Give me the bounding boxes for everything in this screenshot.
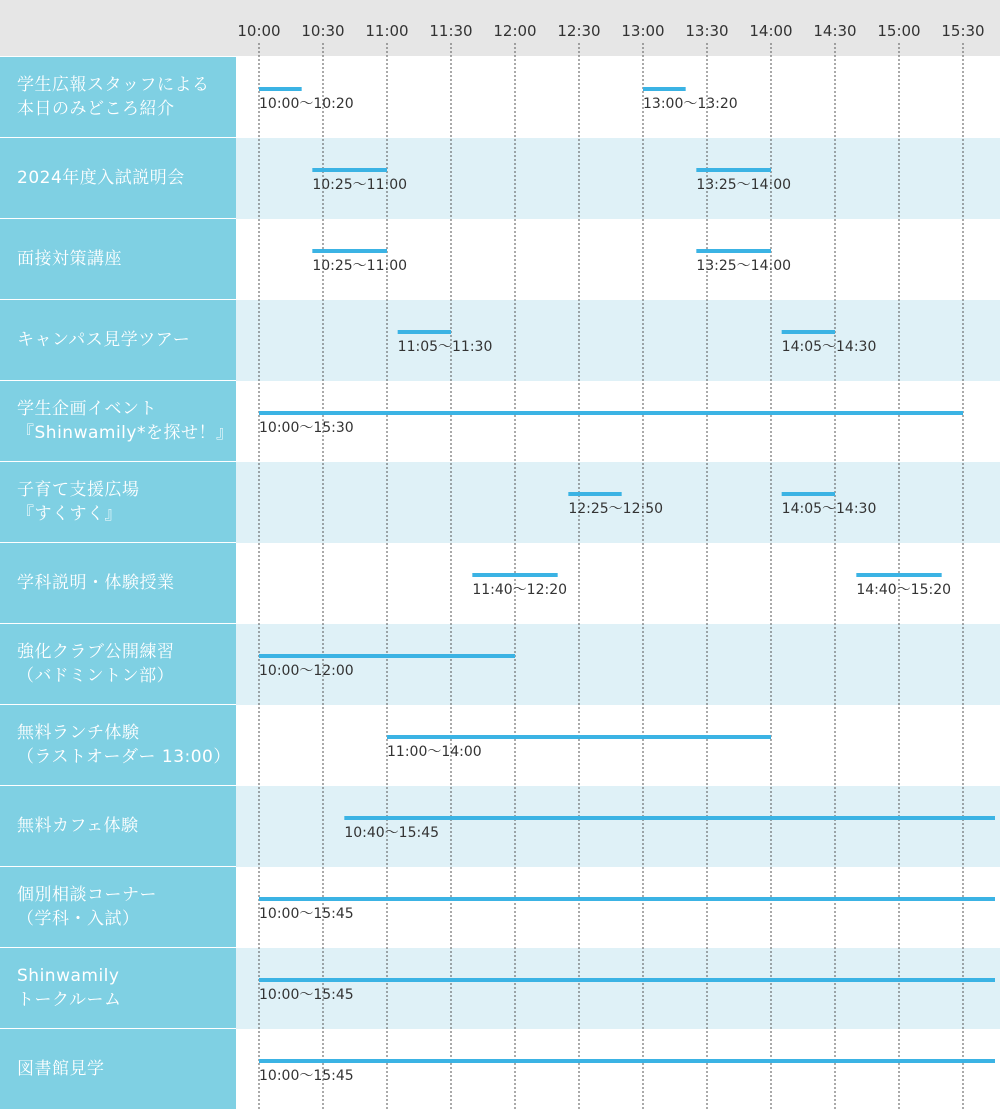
session-time-label: 11:05〜11:30 — [397, 339, 493, 355]
session-time-label: 12:25〜12:50 — [568, 501, 664, 517]
session-bar — [259, 654, 515, 658]
session-bar — [696, 168, 771, 172]
row-label: 学生広報スタッフによる 本日のみどころ紹介 — [17, 75, 210, 119]
x-tick-label: 15:00 — [877, 22, 921, 40]
session-bar — [398, 330, 451, 334]
row-label: 図書館見学 — [17, 1059, 105, 1079]
row-label: 個別相談コーナー （学科・入試） — [17, 885, 157, 929]
session-bar — [312, 249, 387, 253]
row-label: 面接対策講座 — [17, 249, 122, 269]
session-bar — [696, 249, 771, 253]
x-tick-label: 15:30 — [941, 22, 985, 40]
session-bar — [472, 573, 557, 577]
session-time-label: 14:40〜15:20 — [856, 582, 952, 598]
x-tick-label: 11:30 — [429, 22, 473, 40]
session-bar — [312, 168, 387, 172]
x-tick-label: 10:00 — [237, 22, 281, 40]
session-bar — [782, 492, 835, 496]
session-bar — [259, 1059, 995, 1063]
session-bar — [259, 87, 302, 91]
session-bar — [259, 411, 963, 415]
row-label: キャンパス見学ツアー — [17, 330, 191, 350]
session-time-label: 10:00〜15:45 — [259, 906, 354, 922]
x-tick-label: 11:00 — [365, 22, 409, 40]
session-time-label: 10:00〜15:45 — [259, 1068, 354, 1084]
row-label: 子育て支援広場 『すくすく』 — [17, 480, 140, 524]
x-tick-label: 13:00 — [621, 22, 665, 40]
session-time-label: 10:00〜15:30 — [259, 420, 354, 436]
x-tick-label: 13:30 — [685, 22, 729, 40]
session-bar — [643, 87, 686, 91]
x-tick-label: 12:30 — [557, 22, 601, 40]
session-bar — [387, 735, 771, 739]
session-time-label: 10:00〜12:00 — [259, 663, 354, 679]
session-time-label: 10:00〜15:45 — [259, 987, 354, 1003]
row-label: 2024年度入試説明会 — [17, 168, 185, 188]
session-bar — [782, 330, 835, 334]
session-time-label: 13:00〜13:20 — [643, 96, 738, 112]
row-label: 無料カフェ体験 — [17, 816, 139, 836]
session-bar — [259, 897, 995, 901]
session-time-label: 13:25〜14:00 — [696, 177, 792, 193]
row-label: 学科説明・体験授業 — [17, 573, 175, 593]
session-bar — [856, 573, 941, 577]
row-label: Shinwamily トークルーム — [17, 966, 122, 1010]
row-label: 学生企画イベント 『Shinwamily*を探せ！』 — [17, 399, 234, 443]
session-time-label: 13:25〜14:00 — [696, 258, 792, 274]
session-time-label: 14:05〜14:30 — [781, 501, 877, 517]
session-time-label: 10:40〜15:45 — [344, 825, 440, 841]
x-tick-label: 10:30 — [301, 22, 345, 40]
row-label: 無料ランチ体験 （ラストオーダー 13:00） — [17, 723, 231, 767]
session-bar — [568, 492, 621, 496]
row-label: 強化クラブ公開練習 （バドミントン部） — [17, 642, 175, 686]
session-bar — [259, 978, 995, 982]
session-time-label: 11:00〜14:00 — [387, 744, 482, 760]
session-bar — [344, 816, 995, 820]
session-time-label: 10:00〜10:20 — [259, 96, 354, 112]
session-time-label: 10:25〜11:00 — [312, 177, 408, 193]
x-tick-label: 14:00 — [749, 22, 793, 40]
x-tick-label: 12:00 — [493, 22, 537, 40]
session-time-label: 11:40〜12:20 — [472, 582, 568, 598]
session-time-label: 10:25〜11:00 — [312, 258, 408, 274]
session-time-label: 14:05〜14:30 — [781, 339, 877, 355]
x-tick-label: 14:30 — [813, 22, 857, 40]
